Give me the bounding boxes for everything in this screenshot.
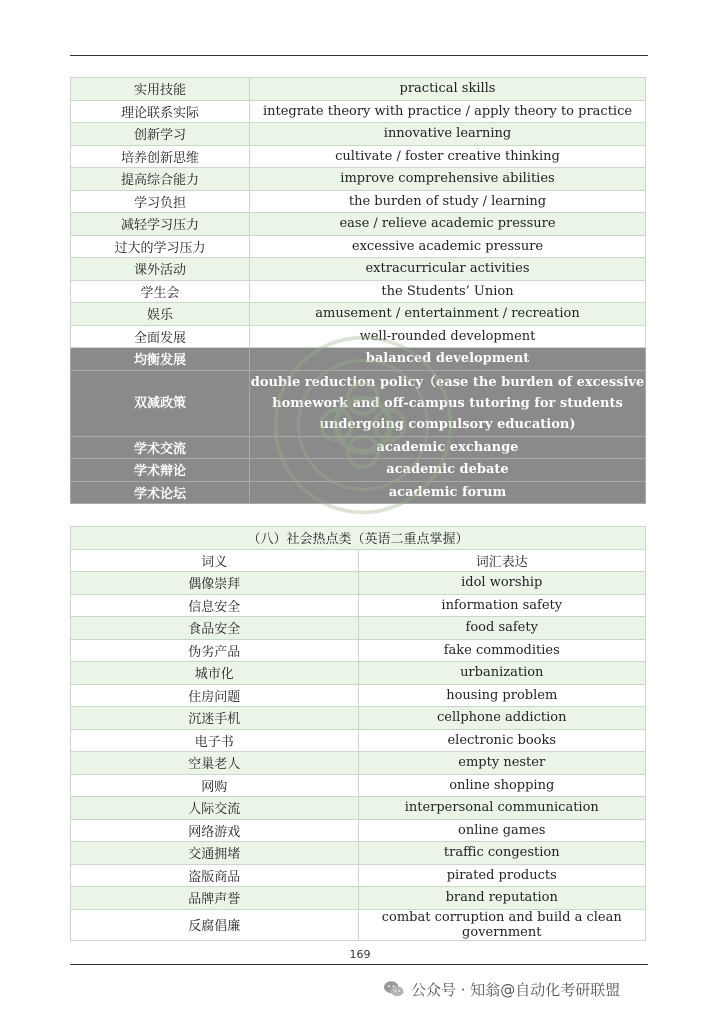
term-chinese: 偶像崇拜 [71,572,359,595]
term-chinese: 信息安全 [71,594,359,617]
table-row [71,594,646,617]
page-number: 169 [349,948,371,961]
term-english: combat corruption and build a clean government [358,909,646,940]
term-english: academic exchange [250,436,646,459]
term-chinese: 城市化 [71,662,359,685]
term-chinese: 课外活动 [71,258,250,281]
term-chinese: 食品安全 [71,617,359,640]
term-english: urbanization [358,662,646,685]
table-row [71,887,646,910]
term-chinese: 盗版商品 [71,864,359,887]
term-chinese: 空巢老人 [71,752,359,775]
wechat-icon [383,979,405,999]
table-row [71,774,646,797]
university-seal-watermark [268,330,458,520]
table-row [71,684,646,707]
table-row [71,235,646,258]
term-chinese: 电子书 [71,729,359,752]
term-english: ease / relieve academic pressure [250,213,646,236]
term-english: cellphone addiction [358,707,646,730]
table-row [71,819,646,842]
term-chinese: 反腐倡廉 [71,909,359,940]
term-chinese: 过大的学习压力 [71,235,250,258]
term-english: housing problem [358,684,646,707]
term-chinese: 网络游戏 [71,819,359,842]
term-chinese: 学术辩论 [71,459,250,482]
term-english: online shopping [358,774,646,797]
term-english: double reduction policy（ease the burden of excessive homework and off-campus tutoring for students undergoing compulsory education) [250,370,646,436]
term-english: innovative learning [250,123,646,146]
term-chinese: 品牌声誉 [71,887,359,910]
term-english: improve comprehensive abilities [250,168,646,191]
term-english: academic forum [250,481,646,504]
term-english: brand reputation [358,887,646,910]
term-chinese: 创新学习 [71,123,250,146]
term-english: interpersonal communication [358,797,646,820]
footer-text: 公众号 · 知翁@自动化考研联盟 [411,980,621,999]
footer-rule [70,964,648,965]
wechat-footer [383,976,620,1002]
term-english: traffic congestion [358,842,646,865]
table-row [71,572,646,595]
table-row [71,662,646,685]
term-english: food safety [358,617,646,640]
term-english: extracurricular activities [250,258,646,281]
term-english: online games [358,819,646,842]
term-chinese: 双减政策 [71,370,250,436]
table-row [71,909,646,940]
term-english: information safety [358,594,646,617]
term-chinese: 培养创新思维 [71,145,250,168]
term-chinese: 学习负担 [71,190,250,213]
term-chinese: 人际交流 [71,797,359,820]
term-english: empty nester [358,752,646,775]
table-row [71,213,646,236]
term-english: academic debate [250,459,646,482]
table-row [71,797,646,820]
term-chinese: 理论联系实际 [71,100,250,123]
table-row [71,123,646,146]
table-row [71,258,646,281]
table-row [71,707,646,730]
column-header-row [71,549,646,572]
term-chinese: 实用技能 [71,78,250,101]
term-english: amusement / entertainment / recreation [250,303,646,326]
term-chinese: 住房问题 [71,684,359,707]
table-row [71,842,646,865]
table-row [71,168,646,191]
table-row [71,100,646,123]
term-chinese: 全面发展 [71,325,250,348]
term-english: fake commodities [358,639,646,662]
term-english: the burden of study / learning [250,190,646,213]
table-row [71,864,646,887]
table-row [71,729,646,752]
term-english: cultivate / foster creative thinking [250,145,646,168]
term-chinese: 学生会 [71,280,250,303]
term-chinese: 提高综合能力 [71,168,250,191]
term-english: practical skills [250,78,646,101]
term-english: integrate theory with practice / apply theory to practice [250,100,646,123]
column-header-meaning: 词义 [71,549,359,572]
term-chinese: 交通拥堵 [71,842,359,865]
term-chinese: 学术交流 [71,436,250,459]
table-row [71,280,646,303]
term-english: the Students’ Union [250,280,646,303]
term-chinese: 均衡发展 [71,348,250,371]
term-english: pirated products [358,864,646,887]
table-row [71,303,646,326]
table-row [71,617,646,640]
term-chinese: 网购 [71,774,359,797]
term-english: well-rounded development [250,325,646,348]
table-row [71,752,646,775]
column-header-expression: 词汇表达 [358,549,646,572]
term-english: electronic books [358,729,646,752]
table-row [71,190,646,213]
table-row [71,78,646,101]
table-row [71,639,646,662]
term-english: balanced development [250,348,646,371]
term-english: excessive academic pressure [250,235,646,258]
term-chinese: 伪劣产品 [71,639,359,662]
section-title: （八）社会热点类（英语二重点掌握） [71,527,646,550]
term-chinese: 娱乐 [71,303,250,326]
vocab-table-social-topics [70,526,646,941]
term-chinese: 沉迷手机 [71,707,359,730]
term-english: idol worship [358,572,646,595]
term-chinese: 学术论坛 [71,481,250,504]
table-row [71,145,646,168]
section-title-row [71,527,646,550]
header-rule [70,55,648,56]
term-chinese: 减轻学习压力 [71,213,250,236]
